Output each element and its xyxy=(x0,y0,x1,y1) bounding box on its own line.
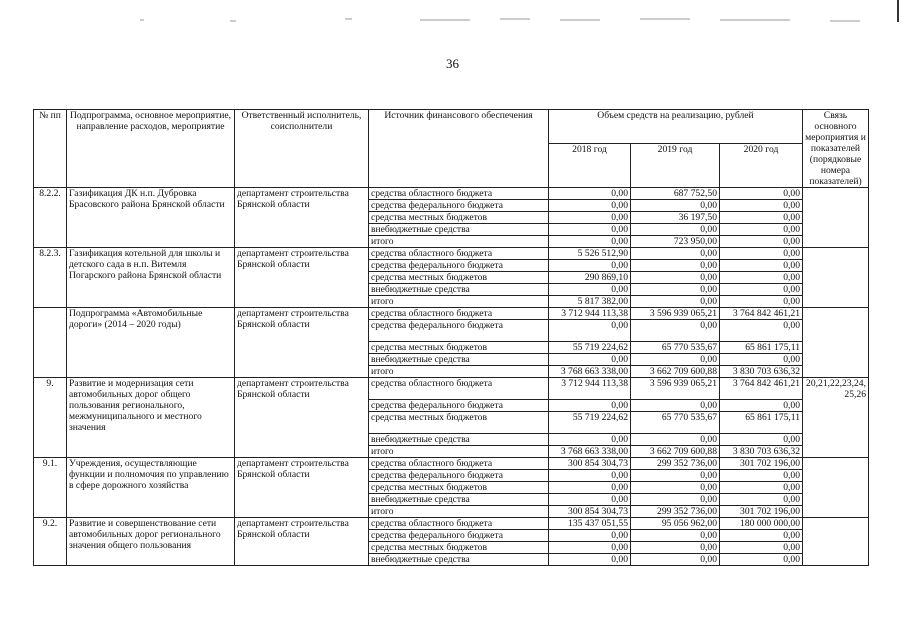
amount-2019: 0,00 xyxy=(631,494,720,506)
funding-source: внебюджетные средства xyxy=(369,284,549,296)
amount-2018: 5 526 512,90 xyxy=(549,248,631,260)
funding-source: итого xyxy=(369,446,549,458)
amount-2018: 0,00 xyxy=(549,284,631,296)
amount-2018: 3 768 663 338,00 xyxy=(549,446,631,458)
amount-2019: 0,00 xyxy=(631,434,720,446)
item-name: Развитие и модернизация сети автомобильных дорог общего пользования регионального, межмуниципального и местного значения xyxy=(67,378,235,458)
amount-2018: 0,00 xyxy=(549,224,631,236)
indicator-link: 20,21,22,23,24, 25,26 xyxy=(803,378,869,458)
funding-source: внебюджетные средства xyxy=(369,494,549,506)
amount-2020: 301 702 196,00 xyxy=(720,458,803,470)
funding-source: внебюджетные средства xyxy=(369,354,549,366)
funding-source: средства местных бюджетов xyxy=(369,482,549,494)
header-num: № пп xyxy=(34,110,67,188)
amount-2020: 0,00 xyxy=(720,296,803,308)
funding-source: средства федерального бюджета xyxy=(369,260,549,272)
amount-2020: 3 830 703 636,32 xyxy=(720,366,803,378)
amount-2019: 687 752,50 xyxy=(631,188,720,200)
amount-2019: 0,00 xyxy=(631,248,720,260)
funding-source: средства местных бюджетов xyxy=(369,212,549,224)
amount-2018: 0,00 xyxy=(549,212,631,224)
indicator-link xyxy=(803,248,869,308)
funding-source: средства федерального бюджета xyxy=(369,320,549,342)
amount-2019: 299 352 736,00 xyxy=(631,506,720,518)
amount-2020: 0,00 xyxy=(720,188,803,200)
amount-2020: 0,00 xyxy=(720,320,803,342)
amount-2019: 0,00 xyxy=(631,296,720,308)
funding-source: итого xyxy=(369,366,549,378)
amount-2018: 290 869,10 xyxy=(549,272,631,284)
amount-2020: 0,00 xyxy=(720,284,803,296)
amount-2018: 0,00 xyxy=(549,320,631,342)
amount-2019: 3 596 939 065,21 xyxy=(631,308,720,320)
amount-2018: 0,00 xyxy=(549,354,631,366)
header-source: Источник финансового обеспечения xyxy=(369,110,549,188)
amount-2018: 0,00 xyxy=(549,434,631,446)
amount-2018: 0,00 xyxy=(549,542,631,554)
amount-2018: 0,00 xyxy=(549,530,631,542)
amount-2018: 300 854 304,73 xyxy=(549,458,631,470)
table-row xyxy=(34,458,869,470)
indicator-link xyxy=(803,458,869,518)
indicator-link xyxy=(803,308,869,378)
amount-2020: 0,00 xyxy=(720,494,803,506)
amount-2020: 3 830 703 636,32 xyxy=(720,446,803,458)
amount-2019: 0,00 xyxy=(631,320,720,342)
amount-2020: 0,00 xyxy=(720,482,803,494)
header-amount: Объем средств на реализацию, рублей xyxy=(549,110,803,144)
amount-2020: 0,00 xyxy=(720,200,803,212)
table-row xyxy=(34,188,869,200)
funding-source: средства местных бюджетов xyxy=(369,542,549,554)
amount-2020: 0,00 xyxy=(720,248,803,260)
amount-2018: 55 719 224,62 xyxy=(549,342,631,354)
funding-source: средства местных бюджетов xyxy=(369,342,549,354)
item-number: 8.2.3. xyxy=(34,248,67,308)
header-responsible: Ответственный исполнитель, соисполнители xyxy=(235,110,369,188)
item-name: Газификация котельной для школы и детского сада в н.п. Витемля Погарского района Брянской области xyxy=(67,248,235,308)
funding-source: средства федерального бюджета xyxy=(369,470,549,482)
funding-source: средства областного бюджета xyxy=(369,248,549,260)
header-year-2020: 2020 год xyxy=(720,143,803,187)
amount-2019: 0,00 xyxy=(631,554,720,566)
item-number: 9.1. xyxy=(34,458,67,518)
amount-2020: 3 764 842 461,21 xyxy=(720,378,803,400)
amount-2020: 301 702 196,00 xyxy=(720,506,803,518)
amount-2018: 3 768 663 338,00 xyxy=(549,366,631,378)
amount-2019: 3 662 709 600,88 xyxy=(631,366,720,378)
amount-2020: 0,00 xyxy=(720,470,803,482)
funding-source: средства местных бюджетов xyxy=(369,272,549,284)
item-responsible: департамент строительства Брянской области xyxy=(235,458,369,518)
item-name: Развитие и совершенствование сети автомобильных дорог регионального значения общего пользования xyxy=(67,518,235,566)
funding-source: средства областного бюджета xyxy=(369,458,549,470)
amount-2020: 0,00 xyxy=(720,272,803,284)
amount-2020: 65 861 175,11 xyxy=(720,342,803,354)
item-number xyxy=(34,308,67,378)
amount-2018: 0,00 xyxy=(549,236,631,248)
table-row xyxy=(34,308,869,320)
amount-2018: 135 437 051,55 xyxy=(549,518,631,530)
page-number: 36 xyxy=(446,56,459,71)
amount-2018: 0,00 xyxy=(549,482,631,494)
amount-2019: 0,00 xyxy=(631,470,720,482)
amount-2018: 0,00 xyxy=(549,470,631,482)
amount-2018: 5 817 382,00 xyxy=(549,296,631,308)
amount-2020: 0,00 xyxy=(720,542,803,554)
amount-2019: 723 950,00 xyxy=(631,236,720,248)
amount-2020: 0,00 xyxy=(720,260,803,272)
amount-2020: 0,00 xyxy=(720,354,803,366)
amount-2018: 0,00 xyxy=(549,494,631,506)
item-number: 9. xyxy=(34,378,67,458)
table-row xyxy=(34,378,869,400)
item-responsible: департамент строительства Брянской области xyxy=(235,188,369,248)
amount-2019: 0,00 xyxy=(631,354,720,366)
funding-source: средства федерального бюджета xyxy=(369,530,549,542)
amount-2020: 0,00 xyxy=(720,224,803,236)
funding-source: средства областного бюджета xyxy=(369,308,549,320)
amount-2020: 0,00 xyxy=(720,434,803,446)
amount-2019: 0,00 xyxy=(631,400,720,412)
amount-2020: 0,00 xyxy=(720,212,803,224)
amount-2019: 65 770 535,67 xyxy=(631,412,720,434)
amount-2018: 3 712 944 113,38 xyxy=(549,378,631,400)
amount-2019: 299 352 736,00 xyxy=(631,458,720,470)
table-body xyxy=(34,188,869,566)
header-year-2018: 2018 год xyxy=(549,143,631,187)
amount-2019: 95 056 962,00 xyxy=(631,518,720,530)
indicator-link xyxy=(803,518,869,566)
amount-2019: 0,00 xyxy=(631,482,720,494)
funding-source: средства местных бюджетов xyxy=(369,412,549,434)
item-responsible: департамент строительства Брянской области xyxy=(235,518,369,566)
amount-2019: 0,00 xyxy=(631,200,720,212)
amount-2020: 0,00 xyxy=(720,400,803,412)
amount-2019: 0,00 xyxy=(631,284,720,296)
table-row xyxy=(34,518,869,530)
amount-2020: 0,00 xyxy=(720,236,803,248)
amount-2019: 0,00 xyxy=(631,260,720,272)
header-link: Связь основного мероприятия и показателей (порядковые номера показателей) xyxy=(803,110,869,188)
item-name: Учреждения, осуществляющие функции и полномочия по управлению в сфере дорожного хозяйства xyxy=(67,458,235,518)
funding-source: средства областного бюджета xyxy=(369,378,549,400)
funding-source: средства областного бюджета xyxy=(369,518,549,530)
amount-2019: 3 596 939 065,21 xyxy=(631,378,720,400)
item-name: Подпрограмма «Автомобильные дороги» (2014 – 2020 годы) xyxy=(67,308,235,378)
header-year-2019: 2019 год xyxy=(631,143,720,187)
budget-table xyxy=(33,109,869,566)
amount-2019: 0,00 xyxy=(631,272,720,284)
amount-2019: 0,00 xyxy=(631,530,720,542)
item-number: 8.2.2. xyxy=(34,188,67,248)
amount-2019: 0,00 xyxy=(631,224,720,236)
amount-2018: 0,00 xyxy=(549,554,631,566)
funding-source: итого xyxy=(369,506,549,518)
table-row xyxy=(34,248,869,260)
scan-noise-marks xyxy=(0,0,905,30)
item-number: 9.2. xyxy=(34,518,67,566)
amount-2018: 3 712 944 113,38 xyxy=(549,308,631,320)
amount-2018: 0,00 xyxy=(549,260,631,272)
amount-2020: 65 861 175,11 xyxy=(720,412,803,434)
funding-source: итого xyxy=(369,296,549,308)
amount-2018: 0,00 xyxy=(549,200,631,212)
amount-2018: 0,00 xyxy=(549,188,631,200)
amount-2020: 0,00 xyxy=(720,554,803,566)
item-responsible: департамент строительства Брянской области xyxy=(235,248,369,308)
amount-2020: 3 764 842 461,21 xyxy=(720,308,803,320)
funding-source: средства федерального бюджета xyxy=(369,200,549,212)
funding-source: внебюджетные средства xyxy=(369,224,549,236)
amount-2020: 180 000 000,00 xyxy=(720,518,803,530)
funding-source: внебюджетные средства xyxy=(369,554,549,566)
funding-source: средства областного бюджета xyxy=(369,188,549,200)
indicator-link xyxy=(803,188,869,248)
item-name: Газификация ДК н.п. Дубровка Брасовского района Брянской области xyxy=(67,188,235,248)
amount-2019: 36 197,50 xyxy=(631,212,720,224)
item-responsible: департамент строительства Брянской области xyxy=(235,378,369,458)
item-responsible: департамент строительства Брянской области xyxy=(235,308,369,378)
funding-source: внебюджетные средства xyxy=(369,434,549,446)
funding-source: итого xyxy=(369,236,549,248)
header-subprogram: Подпрограмма, основное мероприятие, направление расходов, мероприятие xyxy=(67,110,235,188)
amount-2019: 65 770 535,67 xyxy=(631,342,720,354)
amount-2020: 0,00 xyxy=(720,530,803,542)
amount-2019: 0,00 xyxy=(631,542,720,554)
amount-2018: 55 719 224,62 xyxy=(549,412,631,434)
amount-2019: 3 662 709 600,88 xyxy=(631,446,720,458)
amount-2018: 300 854 304,73 xyxy=(549,506,631,518)
funding-source: средства федерального бюджета xyxy=(369,400,549,412)
amount-2018: 0,00 xyxy=(549,400,631,412)
